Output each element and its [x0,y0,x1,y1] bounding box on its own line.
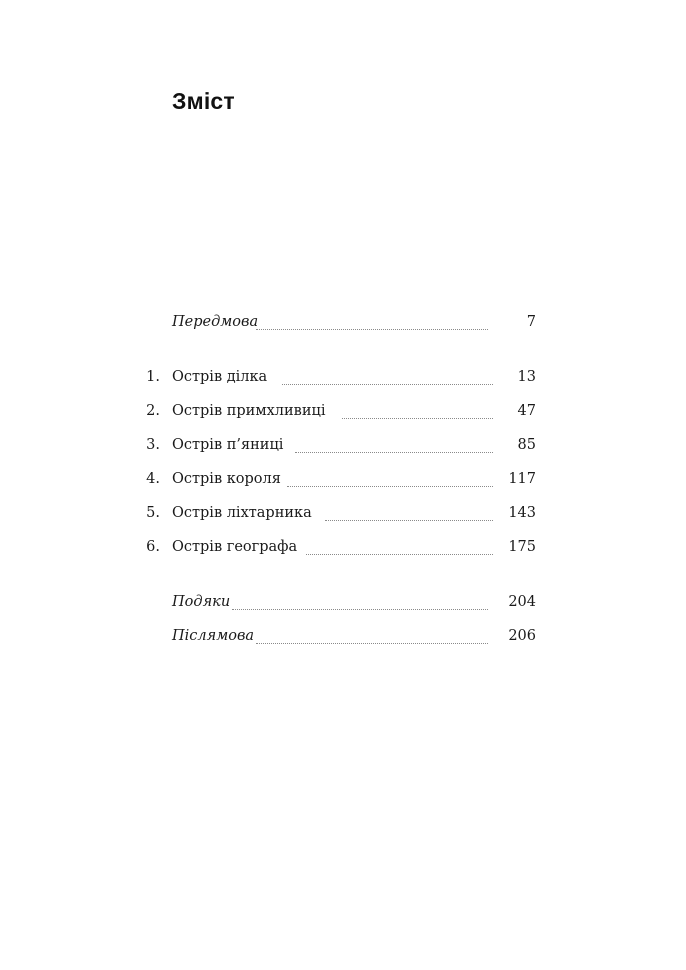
toc-page-number: 117 [508,471,536,487]
toc-entry-label: Острів географа [172,539,298,555]
chapter-number: 2. [146,403,160,419]
dot-leader [342,400,493,419]
toc-entry-chapter-4[interactable] [0,468,686,492]
toc-page-number: 143 [508,505,536,521]
toc-entry-acknowledgements[interactable] [0,591,686,615]
chapter-number: 6. [146,539,160,555]
toc-page-number: 204 [508,594,536,610]
toc-entry-chapter-1[interactable] [0,366,686,390]
toc-entry-label: Острів короля [172,471,281,487]
chapter-number: 1. [146,369,160,385]
chapter-number: 4. [146,471,160,487]
toc-entry-label: Подяки [172,594,231,610]
toc-entry-foreword[interactable] [0,311,686,335]
toc-entry-label: Острів примхливиці [172,403,326,419]
toc-entry-chapter-6[interactable] [0,536,686,560]
toc-entry-chapter-3[interactable] [0,434,686,458]
toc-page-number: 7 [526,314,536,330]
toc-entry-afterword[interactable] [0,625,686,649]
toc-page-number: 206 [508,628,536,644]
dot-leader [287,468,493,487]
dot-leader [256,625,488,644]
toc-entry-label: Післямова [172,628,255,644]
dot-leader [256,311,488,330]
toc-page-number: 175 [508,539,536,555]
page-title: Зміст [172,88,235,114]
toc-entry-label: Острів п’яниці [172,437,284,453]
toc-entry-chapter-2[interactable] [0,400,686,424]
toc-page-number: 47 [517,403,536,419]
chapter-number: 5. [146,505,160,521]
toc-entry-chapter-5[interactable] [0,502,686,526]
dot-leader [306,536,493,555]
dot-leader [295,434,493,453]
toc-entry-label: Острів ліхтарника [172,505,312,521]
chapter-number: 3. [146,437,160,453]
dot-leader [282,366,493,385]
dot-leader [325,502,493,521]
toc-entry-label: Острів ділка [172,369,268,385]
toc-page-number: 13 [517,369,536,385]
toc-entry-label: Передмова [172,314,259,330]
dot-leader [232,591,488,610]
toc-page-number: 85 [517,437,536,453]
